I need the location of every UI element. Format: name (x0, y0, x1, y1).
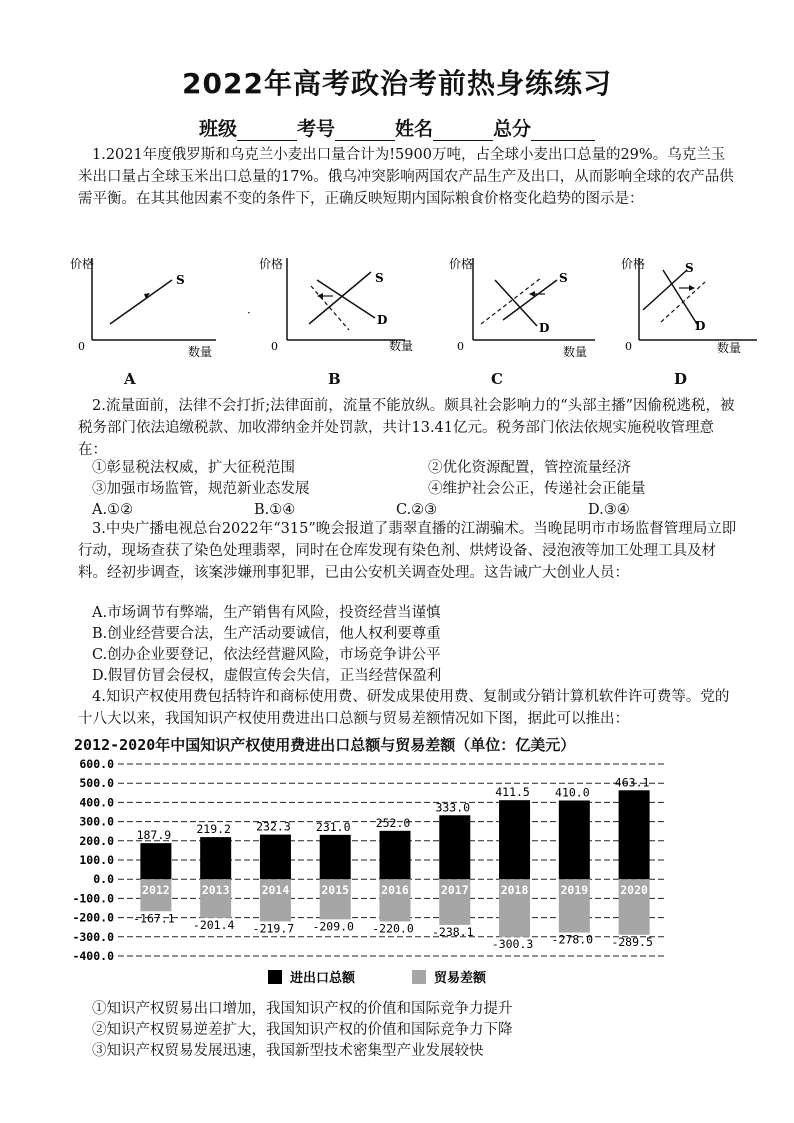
arrow-icon (529, 291, 535, 297)
data-label: 410.0 (555, 785, 590, 800)
y-tick-label: 200.0 (79, 833, 114, 848)
graph-ylabel: 价格 (259, 257, 284, 271)
x-category-label: 2014 (261, 883, 290, 898)
q2-item-3: ③加强市场监管，规范新业态发展 (92, 481, 310, 497)
y-tick-label: 500.0 (79, 776, 114, 791)
q2-item-2: ②优化资源配置，管控流量经济 (428, 460, 631, 476)
x-category-label: 2020 (620, 883, 648, 898)
data-label: 463.1 (614, 775, 650, 790)
q3-choice-d: D.假冒仿冒会侵权，虚假宣传会失信，正当经营保盈利 (92, 668, 442, 684)
x-category-label: 2016 (381, 883, 409, 898)
graph-ylabel: 价格 (70, 257, 95, 271)
bar-total (380, 831, 411, 879)
graph-c (445, 250, 605, 360)
q2-item-1: ①彰显税法权威，扩大征税范围 (92, 460, 295, 476)
y-tick-label: 0.0 (93, 872, 114, 887)
x-category-label: 2013 (201, 883, 230, 898)
legend-swatch (268, 970, 282, 984)
y-tick-label: 400.0 (79, 795, 114, 810)
bar-chart (60, 752, 760, 992)
bar-total (559, 800, 590, 879)
x-category-label: 2015 (321, 883, 350, 898)
graph-a-label: A (124, 370, 136, 388)
x-category-label: 2017 (440, 883, 469, 898)
graph-c-label: C (491, 370, 503, 388)
stray-dot: · (247, 306, 251, 320)
data-label: 232.3 (256, 819, 291, 834)
graph-xlabel: 数量 (389, 339, 414, 353)
y-tick-label: 300.0 (79, 814, 114, 829)
q2-choice-b: B.①④ (254, 502, 296, 518)
x-category-label: 2012 (142, 883, 170, 898)
graph-origin: 0 (625, 340, 632, 353)
shifted-curve (481, 278, 541, 324)
curve-label: D (377, 313, 388, 327)
q4-item-2: ②知识产权贸易逆差扩大，我国知识产权的价值和国际竞争力下降 (92, 1022, 513, 1038)
graph-xlabel: 数量 (188, 345, 213, 359)
curve-label: D (695, 319, 706, 333)
q4-item-1: ①知识产权贸易出口增加，我国知识产权的价值和国际竞争力提升 (92, 1001, 513, 1017)
graph-d (617, 250, 777, 360)
legend-swatch (412, 970, 426, 984)
supply-curve (309, 272, 371, 324)
graph-b (255, 250, 415, 360)
curve-label: S (176, 273, 185, 287)
field-exam-no: 考号 (296, 118, 335, 140)
x-category-label: 2019 (560, 883, 589, 898)
y-tick-label: -200.0 (72, 910, 114, 925)
bar-total (619, 790, 650, 879)
field-blank (531, 120, 595, 141)
bar-total (140, 843, 171, 879)
field-name: 姓名 (395, 118, 434, 140)
q3-choice-a: A.市场调节有弊端，生产销售有风险，投资经营当谨慎 (92, 605, 441, 621)
data-label: -201.4 (192, 917, 235, 932)
graph-b-label: B (328, 370, 341, 388)
data-label: 411.5 (495, 785, 530, 800)
y-tick-label: -100.0 (72, 891, 114, 906)
data-label: -238.1 (432, 924, 474, 939)
supply-curve (643, 270, 687, 310)
y-tick-label: -300.0 (72, 929, 114, 944)
data-label: -220.0 (372, 921, 414, 936)
bar-total (499, 800, 530, 879)
supply-curve (503, 280, 557, 320)
x-category-label: 2018 (500, 883, 529, 898)
field-blank (433, 120, 493, 141)
data-label: 333.0 (435, 800, 471, 815)
q2-stem: 2.流量面前，法律不会打折;法律面前，流量不能放纵。颇具社会影响力的“头部主播”因偷税逃税，被税务部门依法追缴税款、加收滞纳金并处罚款，共计13.41亿元。税务部门依法依规实施税收管理意在： (78, 398, 735, 458)
bar-total (200, 837, 231, 879)
y-tick-label: 600.0 (79, 757, 114, 771)
curve-label: D (539, 321, 550, 335)
q4-item-3: ③知识产权贸易发展迅速，我国新型技术密集型产业发展较快 (92, 1043, 484, 1059)
graph-xlabel: 数量 (717, 341, 742, 355)
q3-choice-c: C.创办企业要登记，依法经营避风险，市场竞争讲公平 (92, 647, 441, 663)
q3-stem: 3.中央广播电视总台2022年“315”晚会报道了翡翠直播的江湖骗术。当晚昆明市市场监督管理局立即行动，现场查获了染色处理翡翠，同时在仓库发现有染色剂、烘烤设备、浸泡液等加工处理工具及材料。经初步调查，该案涉嫌刑事犯罪，已由公安机关调查处理。这告诫广大创业人员： (78, 521, 737, 581)
graph-origin: 0 (271, 340, 278, 353)
page-title: 2022年高考政治考前热身练练习 (182, 67, 612, 100)
graph-origin: 0 (457, 340, 464, 353)
q1-stem: 1.2021年度俄罗斯和乌克兰小麦出口量合计为!5900万吨，占全球小麦出口总量的29%。乌克兰玉米出口量占全球玉米出口总量的17%。俄乌冲突影响两国农产品生产及出口，从而影响全球的农产品供需平衡。在其其他因素不变的条件下，正确反映短期内国际粮食价格变化趋势的图示是： (78, 147, 734, 207)
data-label: -300.3 (491, 936, 534, 951)
field-blank (237, 120, 297, 141)
q2-choice-a: A.①② (92, 502, 134, 518)
curve-label: S (559, 271, 568, 285)
header-fields (0, 114, 794, 141)
legend-label: 进出口总额 (290, 971, 356, 986)
graph-xlabel: 数量 (563, 345, 588, 359)
supply-curve (110, 280, 172, 324)
y-tick-label: 100.0 (79, 853, 114, 867)
q3-choice-b: B.创业经营要合法，生产活动要诚信，他人权利要尊重 (92, 626, 441, 642)
y-tick-label: -400.0 (72, 949, 114, 963)
field-blank (335, 120, 395, 141)
field-class: 班级 (198, 118, 237, 140)
data-label: -278.0 (551, 932, 594, 947)
q4-stem: 4.知识产权使用费包括特许和商标使用费、研发成果使用费、复制或分销计算机软件许可费等。党的十八大以来，我国知识产权使用费进出口总额与贸易差额情况如下图，据此可以推出： (78, 689, 730, 727)
bar-total (439, 815, 470, 879)
shifted-curve (311, 286, 349, 330)
bar-total (260, 835, 291, 880)
graph-origin: 0 (78, 340, 85, 353)
graph-ylabel: 价格 (621, 257, 646, 271)
q2-item-4: ④维护社会公正，传递社会正能量 (428, 481, 646, 497)
demand-curve (317, 280, 375, 318)
q2-choice-c: C.②③ (396, 502, 438, 518)
curve-label: S (375, 271, 384, 285)
data-label: 187.9 (136, 828, 172, 843)
graph-ylabel: 价格 (449, 257, 474, 271)
data-label: 252.0 (375, 815, 411, 830)
graph-a (66, 250, 226, 360)
data-label: 231.0 (315, 819, 351, 834)
data-label: 219.2 (196, 822, 231, 837)
data-label: -289.5 (611, 934, 653, 949)
demand-curve (495, 280, 537, 326)
chart-title: 2012-2020年中国知识产权使用费进出口总额与贸易差额（单位：亿美元） (74, 736, 576, 754)
arrow-icon (689, 285, 695, 291)
field-total: 总分 (493, 118, 532, 140)
curve-label: S (685, 261, 694, 275)
legend-label: 贸易差额 (434, 971, 487, 986)
data-label: -219.7 (252, 921, 295, 936)
graph-d-label: D (674, 370, 688, 388)
bar-total (320, 835, 351, 879)
data-label: -209.0 (312, 919, 354, 934)
data-label: -167.1 (133, 911, 175, 926)
q2-choice-d: D.③④ (588, 502, 630, 518)
